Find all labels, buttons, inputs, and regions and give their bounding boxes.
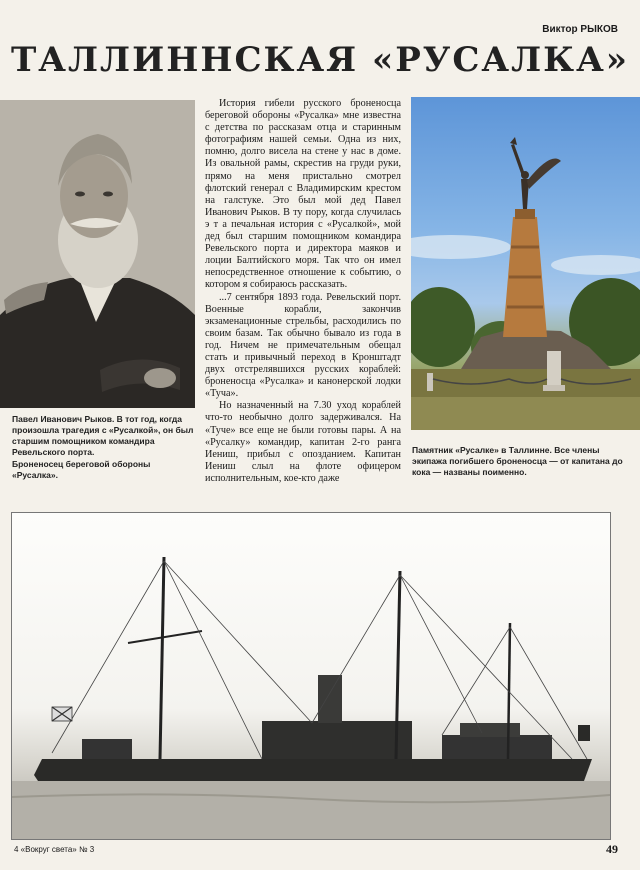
ship-caption: Броненосец береговой обороны «Русалка». <box>12 459 151 480</box>
article-body <box>205 98 401 485</box>
monument-photo <box>411 97 640 430</box>
page-number: 49 <box>606 842 618 856</box>
author-name: Виктор РЫКОВ <box>542 24 618 35</box>
portrait-caption: Павел Иванович Рыков. В тот год, когда произошла трагедия с «Русалкой», он был старшим помощником командира Ревельского порта. <box>12 414 194 457</box>
footer-issue: 4 «Вокруг света» № 3 <box>14 845 95 854</box>
article-headline: ТАЛЛИННСКАЯ «РУСАЛКА» <box>10 40 630 80</box>
body-paragraph: История гибели русского броненосца береговой обороны «Русалка» мне известна с детства по рассказам отца и старинным фотографиям нашей семьи. Одна из них, помню, долго висела на стене у нас в доме. Из овальной рамы, скрестив на груди руки, прямо на меня пристально смотрел флотский генерал с Владимирским крестом на галстуке. Это был мой дед Павел Иванович Рыков. В ту пору, когда случилась э т а печальная история с «Русалкой», мой дед был старшим помощником командира Ревельского порта и директора маяков и лоции Балтийского моря. Так что он имел непосредственное отношение к событию, о котором я собираюсь рассказать. <box>205 98 401 291</box>
body-paragraph: ...7 сентября 1893 года. Ревельский порт. Военные корабли, закончив экзаменационные стрельбы, расходились по своим базам. Так обычно бывало из года в год. Ничем не примечательным обещал стать и привычный переход в Кронштадт двух отстрелявшихся русских кораблей: броненосца «Русалка» и канонерской лодки «Туча». <box>205 291 401 400</box>
monument-caption: Памятник «Русалке» в Таллинне. Все члены экипажа погибшего броненосца — от капитана до кока — названы поименно. <box>412 445 623 477</box>
portrait-photo <box>0 100 195 408</box>
ship-photo <box>11 512 611 840</box>
body-paragraph: Но назначенный на 7.30 уход кораблей что-то необычно долго задерживался. На «Туче» все еще не были готовы пары. А на «Русалку» командир, капитан 2-го ранга Иениш, прибыл с опозданием. Капитан Иениш слыл на флоте офицером исполнительным, кое-кто даже <box>205 400 401 484</box>
